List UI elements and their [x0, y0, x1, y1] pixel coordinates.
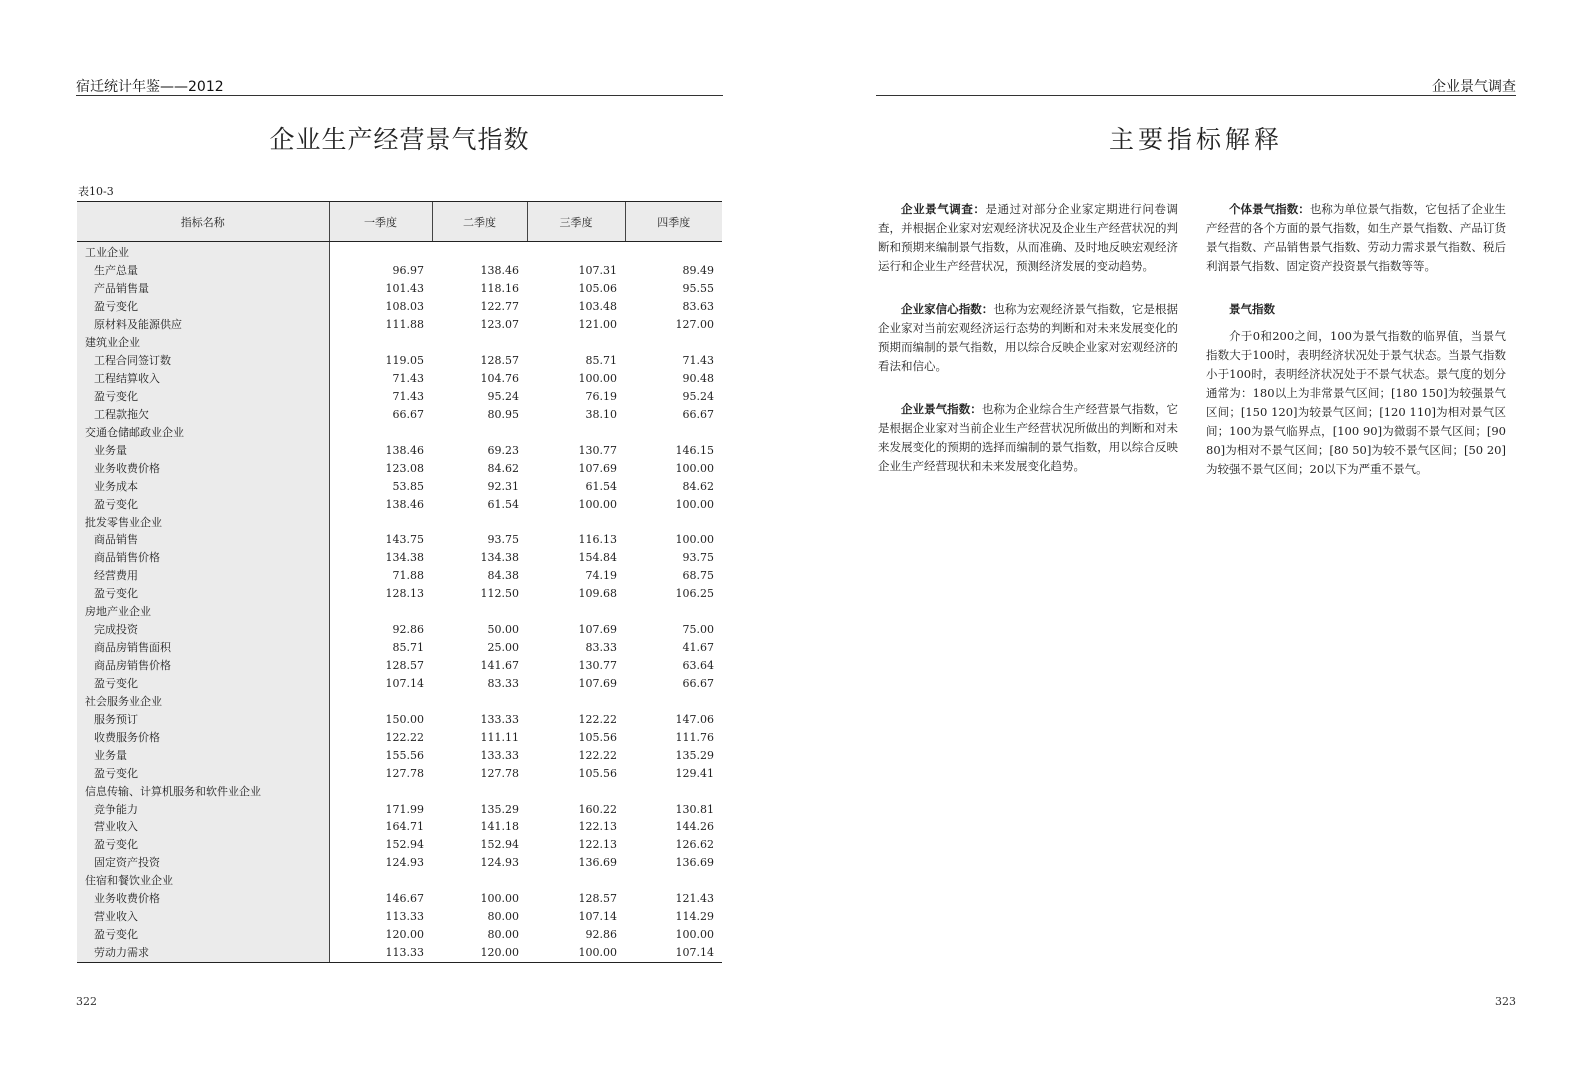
value-cell: 129.41 [675, 766, 714, 780]
value-cell: 96.97 [392, 264, 424, 278]
value-cell: 144.26 [675, 820, 714, 834]
value-cell [527, 513, 625, 531]
value-cell: 100.00 [527, 944, 625, 962]
value-cell: 71.43 [682, 354, 714, 368]
table-row [77, 280, 722, 298]
value-cell: 93.75 [682, 551, 714, 565]
indicator-name-cell: 收费服务价格 [77, 728, 329, 746]
value-cell [625, 872, 722, 890]
value-cell: 135.29 [480, 802, 519, 816]
table-row [77, 746, 722, 764]
table-header-row [77, 202, 722, 242]
value-cell: 150.00 [385, 712, 424, 726]
value-cell [625, 782, 722, 800]
indicator-name-cell: 业务量 [77, 746, 329, 764]
indicator-name-cell: 盈亏变化 [77, 495, 329, 513]
value-cell: 121.43 [675, 892, 714, 906]
group-name-cell: 住宿和餐饮业企业 [77, 872, 329, 890]
value-cell: 89.49 [682, 264, 714, 278]
definition-term: 个体景气指数： [1229, 202, 1310, 216]
running-head-left: 宿迁统计年鉴——2012 [76, 79, 224, 95]
indicator-name-cell: 营业收入 [77, 908, 329, 926]
indicator-name-cell: 业务收费价格 [77, 890, 329, 908]
table-group-row [77, 603, 722, 621]
value-cell [625, 242, 722, 262]
table-row [77, 818, 722, 836]
value-cell: 128.57 [578, 892, 617, 906]
table-row [77, 298, 722, 316]
value-cell: 100.00 [480, 892, 519, 906]
value-cell: 92.86 [392, 623, 424, 637]
definition-text: 是通过对部分企业家定期进行问卷调查，并根据企业家对宏观经济状况及企业生产经营状况的判断和预期来编制景气指数，从而准确、及时地反映宏观经济运行和企业生产经营状况，预测经济发展的变动趋势。 [878, 202, 1179, 273]
table-row [77, 585, 722, 603]
value-cell: 111.76 [675, 730, 714, 744]
column-header: 三季度 [527, 202, 625, 242]
value-cell: 127.78 [480, 766, 519, 780]
value-cell: 127.78 [385, 766, 424, 780]
value-cell: 112.50 [480, 587, 519, 601]
definition-text: 介于0和200之间，100为景气指数的临界值，当景气指数大于100时，表明经济状况处于景气状态。当景气指数小于100时，表明经济状况处于不景气状态。景气度的划分通常为：180以上为非常景气区间；[180 150]为较强景气区间；[150 120]为较景气区间；[120 110]为相对景气区间；100为景气临界点，[100 90]为微弱不景气区间；[90 80]为相对不景气区间；[80 50]为较不景气区间；[50 20]为较强不景气区间；20以下为严重不景气。 [1206, 329, 1506, 476]
table-row [77, 657, 722, 675]
value-cell: 136.69 [675, 856, 714, 870]
value-cell: 133.33 [480, 748, 519, 762]
definition-term: 景气指数 [1229, 302, 1275, 316]
value-cell: 63.64 [682, 659, 714, 673]
indicator-name-cell: 完成投资 [77, 621, 329, 639]
indicator-name-cell: 盈亏变化 [77, 388, 329, 406]
value-cell: 105.06 [578, 282, 617, 296]
value-cell: 71.43 [392, 389, 424, 403]
value-cell: 109.68 [578, 587, 617, 601]
value-cell: 116.13 [578, 533, 617, 547]
table-row [77, 854, 722, 872]
table-row [77, 549, 722, 567]
indicator-name-cell: 业务收费价格 [77, 459, 329, 477]
table-row [77, 890, 722, 908]
definition-text: 也称为企业综合生产经营景气指数，它是根据企业家对当前企业生产经营状况所做出的判断和对未来发展变化的预期的选择而编制的景气指数，用以综合反映企业生产经营现状和未来发展变化趋势。 [878, 402, 1179, 473]
indicator-name-cell: 商品销售 [77, 531, 329, 549]
value-cell: 128.57 [385, 659, 424, 673]
value-cell [625, 603, 722, 621]
value-cell: 152.94 [385, 838, 424, 852]
value-cell [432, 782, 527, 800]
value-cell: 128.13 [385, 587, 424, 601]
indicator-name-cell: 盈亏变化 [77, 926, 329, 944]
value-cell [432, 242, 527, 262]
indicator-name-cell: 盈亏变化 [77, 836, 329, 854]
value-cell: 120.00 [432, 944, 527, 962]
value-cell: 25.00 [487, 641, 519, 655]
indicator-name-cell: 盈亏变化 [77, 585, 329, 603]
definition-paragraph [878, 200, 1178, 276]
indicator-name-cell: 商品房销售价格 [77, 657, 329, 675]
definition-paragraph [878, 300, 1178, 376]
value-cell: 113.33 [329, 944, 432, 962]
value-cell: 141.67 [480, 659, 519, 673]
indicator-name-cell: 盈亏变化 [77, 298, 329, 316]
column-header: 二季度 [432, 202, 527, 242]
value-cell: 171.99 [385, 802, 424, 816]
value-cell: 133.33 [480, 712, 519, 726]
group-name-cell: 交通仓储邮政业企业 [77, 423, 329, 441]
indicator-name-cell: 工程款拖欠 [77, 405, 329, 423]
value-cell: 113.33 [385, 910, 424, 924]
table-group-row [77, 242, 722, 262]
group-name-cell: 信息传输、计算机服务和软件业企业 [77, 782, 329, 800]
value-cell: 53.85 [392, 479, 424, 493]
indicator-name-cell: 业务量 [77, 441, 329, 459]
definition-term: 企业景气调查： [901, 202, 986, 216]
table-row [77, 639, 722, 657]
value-cell [527, 692, 625, 710]
value-cell: 41.67 [682, 641, 714, 655]
table-row [77, 675, 722, 693]
indicator-name-cell: 劳动力需求 [77, 944, 329, 962]
indicator-name-cell: 固定资产投资 [77, 854, 329, 872]
table-row [77, 836, 722, 854]
value-cell: 107.14 [625, 944, 722, 962]
table-code: 表10-3 [78, 185, 114, 198]
table-group-row [77, 513, 722, 531]
value-cell [329, 513, 432, 531]
value-cell: 103.48 [578, 300, 617, 314]
group-name-cell: 房地产业企业 [77, 603, 329, 621]
table-row [77, 567, 722, 585]
value-cell: 146.15 [675, 443, 714, 457]
value-cell: 107.14 [385, 676, 424, 690]
value-cell: 104.76 [480, 372, 519, 386]
table-row [77, 621, 722, 639]
value-cell: 50.00 [487, 623, 519, 637]
value-cell: 134.38 [480, 551, 519, 565]
value-cell: 154.84 [578, 551, 617, 565]
value-cell: 38.10 [585, 407, 617, 421]
value-cell: 120.00 [385, 928, 424, 942]
value-cell: 107.69 [578, 461, 617, 475]
value-cell: 107.14 [578, 910, 617, 924]
value-cell [625, 692, 722, 710]
value-cell [432, 423, 527, 441]
value-cell: 71.43 [392, 372, 424, 386]
table-row [77, 370, 722, 388]
table-row [77, 316, 722, 334]
value-cell: 85.71 [585, 354, 617, 368]
value-cell: 101.43 [385, 282, 424, 296]
table-row [77, 405, 722, 423]
value-cell: 100.00 [675, 497, 714, 511]
group-name-cell: 社会服务业企业 [77, 692, 329, 710]
value-cell: 147.06 [675, 712, 714, 726]
value-cell: 76.19 [585, 389, 617, 403]
table-row [77, 944, 722, 962]
value-cell: 136.69 [578, 856, 617, 870]
value-cell: 111.88 [385, 318, 424, 332]
table-group-row [77, 872, 722, 890]
definition-paragraph [1206, 327, 1506, 479]
indicator-name-cell: 工程合同签订数 [77, 352, 329, 370]
value-cell [432, 513, 527, 531]
value-cell: 95.55 [682, 282, 714, 296]
value-cell [329, 782, 432, 800]
value-cell: 106.25 [675, 587, 714, 601]
value-cell [432, 692, 527, 710]
table-row [77, 352, 722, 370]
definition-paragraph [878, 400, 1178, 476]
indicator-name-cell: 营业收入 [77, 818, 329, 836]
value-cell: 134.38 [385, 551, 424, 565]
definition-text: 也称为宏观经济景气指数，它是根据企业家对当前宏观经济运行态势的判断和对未来发展变化的预期而编制的景气指数，用以综合反映企业家对宏观经济的看法和信心。 [878, 302, 1179, 373]
value-cell: 122.22 [578, 748, 617, 762]
value-cell: 100.00 [578, 372, 617, 386]
value-cell [527, 334, 625, 352]
table-row [77, 728, 722, 746]
indicator-name-cell: 生产总量 [77, 262, 329, 280]
definition-term: 企业景气指数： [901, 402, 982, 416]
indicator-name-cell: 商品销售价格 [77, 549, 329, 567]
value-cell: 152.94 [480, 838, 519, 852]
value-cell: 128.57 [480, 354, 519, 368]
definition-heading [1206, 300, 1506, 319]
definition-paragraph [1206, 200, 1506, 276]
table-row [77, 710, 722, 728]
table-row [77, 388, 722, 406]
indicator-name-cell: 商品房销售面积 [77, 639, 329, 657]
value-cell: 130.77 [578, 659, 617, 673]
value-cell: 146.67 [385, 892, 424, 906]
value-cell [625, 513, 722, 531]
table-row [77, 800, 722, 818]
header-rule-right [876, 95, 1516, 96]
value-cell: 123.08 [385, 461, 424, 475]
value-cell: 122.13 [578, 838, 617, 852]
table-row [77, 477, 722, 495]
page-number-left: 322 [76, 995, 97, 1008]
value-cell: 124.93 [480, 856, 519, 870]
value-cell [527, 603, 625, 621]
table-row [77, 262, 722, 280]
value-cell: 119.05 [385, 354, 424, 368]
value-cell: 80.00 [487, 928, 519, 942]
value-cell: 127.00 [675, 318, 714, 332]
value-cell [625, 334, 722, 352]
indicator-name-cell: 经营费用 [77, 567, 329, 585]
value-cell: 124.93 [385, 856, 424, 870]
table-row [77, 495, 722, 513]
value-cell [625, 423, 722, 441]
column-header: 四季度 [625, 202, 722, 242]
value-cell: 122.22 [578, 712, 617, 726]
value-cell [329, 692, 432, 710]
value-cell: 130.77 [578, 443, 617, 457]
group-name-cell: 工业企业 [77, 242, 329, 262]
indicator-name-cell: 盈亏变化 [77, 764, 329, 782]
value-cell: 68.75 [682, 569, 714, 583]
value-cell: 135.29 [675, 748, 714, 762]
value-cell: 61.54 [487, 497, 519, 511]
page-number-right: 323 [1495, 995, 1516, 1008]
value-cell: 122.77 [480, 300, 519, 314]
value-cell: 69.23 [487, 443, 519, 457]
value-cell: 138.46 [385, 497, 424, 511]
group-name-cell: 建筑业企业 [77, 334, 329, 352]
value-cell: 122.22 [385, 730, 424, 744]
value-cell: 105.56 [578, 730, 617, 744]
running-head-right: 企业景气调查 [1432, 79, 1516, 95]
value-cell [329, 242, 432, 262]
value-cell: 66.67 [392, 407, 424, 421]
value-cell: 93.75 [487, 533, 519, 547]
value-cell: 75.00 [682, 623, 714, 637]
table-row [77, 926, 722, 944]
value-cell: 90.48 [682, 372, 714, 386]
value-cell: 84.38 [487, 569, 519, 583]
column-header: 一季度 [329, 202, 432, 242]
value-cell: 61.54 [585, 479, 617, 493]
indicator-name-cell: 原材料及能源供应 [77, 316, 329, 334]
value-cell: 100.00 [578, 497, 617, 511]
value-cell: 143.75 [385, 533, 424, 547]
value-cell: 95.24 [682, 389, 714, 403]
value-cell: 71.88 [392, 569, 424, 583]
indicator-name-cell: 盈亏变化 [77, 675, 329, 693]
value-cell: 66.67 [682, 676, 714, 690]
indicator-name-cell: 业务成本 [77, 477, 329, 495]
right-page [794, 0, 1587, 1077]
table-row [77, 908, 722, 926]
value-cell: 92.86 [585, 928, 617, 942]
indicator-name-cell: 产品销售量 [77, 280, 329, 298]
indicator-name-cell: 竞争能力 [77, 800, 329, 818]
value-cell: 66.67 [682, 407, 714, 421]
value-cell: 107.69 [578, 676, 617, 690]
value-cell: 108.03 [385, 300, 424, 314]
definition-term: 企业家信心指数： [901, 302, 994, 316]
value-cell: 84.62 [682, 479, 714, 493]
value-cell: 74.19 [585, 569, 617, 583]
value-cell [527, 242, 625, 262]
value-cell: 114.29 [675, 910, 714, 924]
value-cell: 105.56 [578, 766, 617, 780]
definitions-column-left [878, 200, 1178, 500]
header-rule-left [76, 95, 723, 96]
value-cell: 130.81 [675, 802, 714, 816]
value-cell: 141.18 [480, 820, 519, 834]
group-name-cell: 批发零售业企业 [77, 513, 329, 531]
indicator-name-cell: 服务预订 [77, 710, 329, 728]
value-cell [329, 872, 432, 890]
left-page [0, 0, 793, 1077]
value-cell: 155.56 [385, 748, 424, 762]
value-cell: 80.00 [487, 910, 519, 924]
value-cell: 123.07 [480, 318, 519, 332]
table-group-row [77, 423, 722, 441]
value-cell [432, 872, 527, 890]
value-cell: 126.62 [675, 838, 714, 852]
value-cell [527, 423, 625, 441]
table-row [77, 764, 722, 782]
value-cell: 83.33 [487, 676, 519, 690]
value-cell: 107.31 [578, 264, 617, 278]
value-cell: 85.71 [392, 641, 424, 655]
value-cell: 118.16 [480, 282, 519, 296]
value-cell: 121.00 [578, 318, 617, 332]
indicator-table [77, 201, 722, 963]
value-cell [329, 334, 432, 352]
definitions-column-right [1206, 200, 1506, 503]
table-group-row [77, 782, 722, 800]
table-row [77, 441, 722, 459]
column-header: 指标名称 [77, 202, 329, 242]
value-cell: 138.46 [480, 264, 519, 278]
value-cell: 84.62 [487, 461, 519, 475]
value-cell [432, 334, 527, 352]
value-cell: 92.31 [487, 479, 519, 493]
definitions-page-title: 主要指标解释 [1108, 125, 1283, 154]
value-cell: 100.00 [675, 928, 714, 942]
table-row [77, 531, 722, 549]
table-row [77, 459, 722, 477]
value-cell: 138.46 [385, 443, 424, 457]
value-cell: 107.69 [578, 623, 617, 637]
table-page-title: 企业生产经营景气指数 [269, 125, 530, 154]
value-cell: 100.00 [675, 461, 714, 475]
value-cell: 100.00 [675, 533, 714, 547]
value-cell: 95.24 [487, 389, 519, 403]
indicator-name-cell: 工程结算收入 [77, 370, 329, 388]
value-cell [329, 603, 432, 621]
value-cell: 80.95 [487, 407, 519, 421]
table-group-row [77, 334, 722, 352]
definition-text: 也称为单位景气指数，它包括了企业生产经营的各个方面的景气指数，如生产景气指数、产品订货景气指数、产品销售景气指数、劳动力需求景气指数、税后利润景气指数、固定资产投资景气指数等等。 [1206, 202, 1507, 273]
value-cell: 164.71 [385, 820, 424, 834]
value-cell: 111.11 [480, 730, 519, 744]
table-body [77, 242, 722, 963]
table-group-row [77, 692, 722, 710]
value-cell: 83.33 [585, 641, 617, 655]
value-cell [329, 423, 432, 441]
value-cell [432, 603, 527, 621]
value-cell: 83.63 [682, 300, 714, 314]
value-cell [527, 782, 625, 800]
value-cell [527, 872, 625, 890]
value-cell: 160.22 [578, 802, 617, 816]
value-cell: 122.13 [578, 820, 617, 834]
